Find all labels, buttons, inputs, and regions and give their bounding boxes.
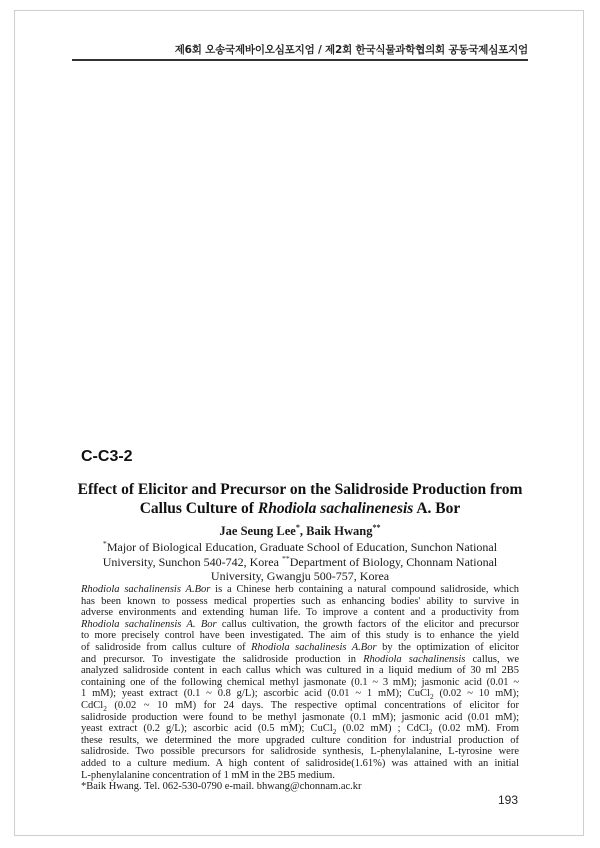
abstract-line: Rhodiola sachalinensis A.Bor is a Chinese herb containing a natural compound salidroside, which bbox=[81, 584, 519, 595]
abstract-line: these results, we determined the more upgraded culture condition for industrial production of bbox=[81, 734, 519, 746]
abstract-line: salidroside production were found to be methyl jasmonate (0.1 mM); jasmonic acid (0.01 mM); bbox=[81, 711, 519, 723]
abstract-line: yeast extract (0.2 g/L); ascorbic acid (0.5 mM); CuCl$_2$ (0.02 mM) ; CdCl$_2$ (0.02 mM). From bbox=[81, 723, 519, 735]
abstract-line: has been known to possess medical properties such as enhancing bodies' ability to survive in bbox=[81, 595, 519, 607]
abstract bbox=[81, 584, 519, 793]
abstract-line: analyzed salidroside content in each callus which was cultured in a liquid medium of 30 ml 2B5 bbox=[81, 665, 519, 677]
affiliation-line-3: University, Gwangju 500-757, Korea bbox=[210, 569, 390, 583]
abstract-line: to more precisely control have been investigated. The aim of this study is to enhance the yield bbox=[81, 630, 519, 642]
title-line-2: Callus Culture of Rhodiola sachalinenesis A. Bor bbox=[139, 500, 461, 517]
paper-title bbox=[60, 480, 540, 518]
author-2: Baik Hwang bbox=[306, 524, 373, 538]
abstract-line: L-phenylalanine concentration of 1 mM in the 2B5 medium. bbox=[81, 769, 335, 781]
running-header: 제6회 오송국제바이오심포지엄 / 제2회 한국식물과학협의회 공동국제심포지엄 bbox=[174, 44, 528, 56]
page-number: 193 bbox=[497, 793, 518, 807]
session-code: C-C3-2 bbox=[81, 448, 133, 465]
author-1: Jae Seung Lee bbox=[219, 524, 296, 538]
affiliations bbox=[84, 540, 516, 584]
abstract-line: of salidroside from callus culture of Rhodiola sachalinesis A.Bor by the optimization of elicitor bbox=[81, 641, 519, 653]
abstract-line: salidroside. Two possible precursors for salidroside synthesis, L-phenylalanine, L-tyrosine were bbox=[81, 746, 519, 758]
abstract-line: and precursor. To investigate the salidroside production in Rhodiola sachalinensis callus, we bbox=[81, 653, 519, 665]
affiliation-line-1: *Major of Biological Education, Graduate School of Education, Sunchon National bbox=[102, 539, 498, 554]
abstract-line: CdCl$_2$ (0.02 ~ 10 mM) for 24 days. The respective optimal concentrations of elicitor for bbox=[81, 699, 519, 712]
abstract-line: adverse environments and extending human life. To improve a content and a productivity from bbox=[81, 607, 519, 619]
title-line-1: Effect of Elicitor and Precursor on the Salidroside Production from bbox=[77, 481, 523, 498]
abstract-line: added to a culture medium. A high content of salidroside(1.61%) was attained with an initial bbox=[81, 757, 519, 769]
abstract-line: 1 mM); yeast extract (0.1 ~ 0.8 g/L); ascorbic acid (0.01 ~ 1 mM); CuCl$_2$ (0.02 ~ 10 mM); bbox=[81, 688, 519, 700]
abstract-line: containing one of the following chemical methyl jasmonate (0.1 ~ 3 mM); jasmonic acid (0.01 ~ bbox=[81, 676, 519, 688]
header-rule bbox=[72, 59, 528, 61]
authors: Jae Seung Lee*, Baik Hwang** bbox=[219, 522, 381, 538]
affiliation-line-2: University, Sunchon 540-742, Korea **Department of Biology, Chonnam National bbox=[102, 553, 498, 569]
abstract-line: Rhodiola sachalinensis A. Bor callus cultivation, the growth factors of the elicitor and precursor bbox=[81, 618, 519, 630]
contact-line: *Baik Hwang. Tel. 062-530-0790 e-mail. bhwang@chonnam.ac.kr bbox=[81, 781, 362, 793]
